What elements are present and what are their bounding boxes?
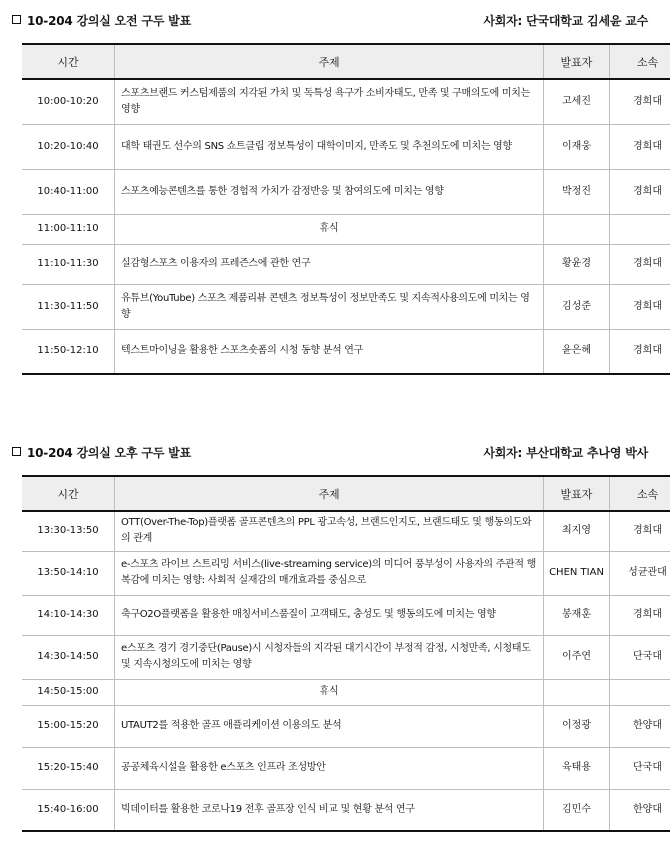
affiliation-cell: 성균관대	[610, 551, 670, 595]
header-time: 시간	[22, 476, 115, 511]
affiliation-cell: 경희대	[610, 169, 670, 214]
table-row	[22, 705, 670, 747]
table-row-break	[22, 679, 670, 705]
topic-cell: 텍스트마이닝을 활용한 스포츠숏폼의 시청 동향 분석 연구	[115, 329, 544, 374]
presenter-cell: CHEN TIAN	[544, 551, 610, 595]
presenter-cell: 윤은혜	[544, 329, 610, 374]
presenter-cell: 황윤경	[544, 244, 610, 284]
afternoon-schedule-table	[22, 475, 670, 832]
time-cell: 13:30-13:50	[22, 511, 115, 551]
affiliation-cell: 경희대	[610, 329, 670, 374]
table-row	[22, 511, 670, 551]
affiliation-cell: 경희대	[610, 79, 670, 124]
affiliation-cell	[610, 214, 670, 244]
topic-cell: OTT(Over-The-Top)플랫폼 골프콘텐츠의 PPL 광고속성, 브랜드인지도, 브랜드태도 및 행동의도와의 관계	[115, 511, 544, 551]
morning-session-title	[12, 12, 191, 29]
morning-title-text: 10-204 강의실 오전 구두 발표	[27, 14, 191, 28]
table-row	[22, 329, 670, 374]
time-cell: 14:30-14:50	[22, 635, 115, 679]
time-cell: 14:10-14:30	[22, 595, 115, 635]
header-affiliation: 소속	[610, 44, 670, 79]
table-row	[22, 789, 670, 831]
topic-cell: 유튜브(YouTube) 스포츠 제품리뷰 콘텐츠 정보특성이 정보만족도 및 지속적사용의도에 미치는 영향	[115, 284, 544, 329]
table-row	[22, 124, 670, 169]
morning-session-header	[22, 12, 654, 32]
time-cell: 15:00-15:20	[22, 705, 115, 747]
affiliation-cell: 단국대	[610, 747, 670, 789]
header-time: 시간	[22, 44, 115, 79]
afternoon-moderator: 사회자: 부산대학교 추나영 박사	[483, 446, 648, 460]
topic-cell: e-스포츠 라이브 스트리밍 서비스(live-streaming service)의 미디어 풍부성이 사용자의 주관적 행복감에 미치는 영향: 사회적 실재감의 매개효과를 중심으로	[115, 551, 544, 595]
topic-cell: 스포츠브랜드 커스텀제품의 지각된 가치 및 독특성 욕구가 소비자태도, 만족 및 구매의도에 미치는 영향	[115, 79, 544, 124]
presenter-cell: 김성준	[544, 284, 610, 329]
affiliation-cell: 단국대	[610, 635, 670, 679]
presenter-cell: 육태용	[544, 747, 610, 789]
time-cell: 11:30-11:50	[22, 284, 115, 329]
affiliation-cell	[610, 679, 670, 705]
presenter-cell	[544, 679, 610, 705]
affiliation-cell: 한양대	[610, 705, 670, 747]
table-row-break	[22, 214, 670, 244]
presenter-cell: 고세진	[544, 79, 610, 124]
presenter-cell: 이주연	[544, 635, 610, 679]
table-row	[22, 284, 670, 329]
time-cell: 15:40-16:00	[22, 789, 115, 831]
header-topic: 주제	[115, 44, 544, 79]
break-cell: 휴식	[115, 214, 544, 244]
afternoon-session-title	[12, 444, 191, 461]
checkbox-square-icon	[12, 15, 21, 24]
table-row	[22, 747, 670, 789]
presenter-cell: 김민수	[544, 789, 610, 831]
table-header-row	[22, 44, 670, 79]
topic-cell: 빅데이터를 활용한 코로나19 전후 골프장 인식 비교 및 현황 분석 연구	[115, 789, 544, 831]
presenter-cell: 봉재훈	[544, 595, 610, 635]
checkbox-square-icon	[12, 447, 21, 456]
morning-session	[22, 12, 662, 375]
morning-schedule-table	[22, 43, 670, 375]
header-presenter: 발표자	[544, 44, 610, 79]
table-row	[22, 244, 670, 284]
break-cell: 휴식	[115, 679, 544, 705]
time-cell: 13:50-14:10	[22, 551, 115, 595]
topic-cell: 스포츠예능콘텐츠를 통한 경험적 가치가 감정반응 및 참여의도에 미치는 영향	[115, 169, 544, 214]
time-cell: 11:10-11:30	[22, 244, 115, 284]
topic-cell: 공공체육시설을 활용한 e스포츠 인프라 조성방안	[115, 747, 544, 789]
time-cell: 14:50-15:00	[22, 679, 115, 705]
afternoon-session-header	[22, 444, 654, 464]
presenter-cell: 박정진	[544, 169, 610, 214]
time-cell: 10:00-10:20	[22, 79, 115, 124]
topic-cell: 축구O2O플랫폼을 활용한 매칭서비스품질이 고객태도, 충성도 및 행동의도에 미치는 영향	[115, 595, 544, 635]
header-topic: 주제	[115, 476, 544, 511]
affiliation-cell: 경희대	[610, 124, 670, 169]
presenter-cell: 최지영	[544, 511, 610, 551]
time-cell: 11:50-12:10	[22, 329, 115, 374]
afternoon-session	[22, 444, 667, 832]
time-cell: 15:20-15:40	[22, 747, 115, 789]
table-row	[22, 169, 670, 214]
table-row	[22, 595, 670, 635]
presenter-cell: 이정광	[544, 705, 610, 747]
afternoon-title-text: 10-204 강의실 오후 구두 발표	[27, 446, 191, 460]
table-row	[22, 551, 670, 595]
affiliation-cell: 경희대	[610, 284, 670, 329]
affiliation-cell: 경희대	[610, 595, 670, 635]
affiliation-cell: 경희대	[610, 511, 670, 551]
topic-cell: e스포츠 경기 경기중단(Pause)시 시청자들의 지각된 대기시간이 부정적 감정, 시청만족, 시청태도 및 지속시청의도에 미치는 영향	[115, 635, 544, 679]
header-presenter: 발표자	[544, 476, 610, 511]
presenter-cell	[544, 214, 610, 244]
time-cell: 10:20-10:40	[22, 124, 115, 169]
topic-cell: 대학 태권도 선수의 SNS 쇼트클립 정보특성이 대학이미지, 만족도 및 추천의도에 미치는 영향	[115, 124, 544, 169]
table-row	[22, 635, 670, 679]
topic-cell: 실감형스포츠 이용자의 프레즌스에 관한 연구	[115, 244, 544, 284]
time-cell: 10:40-11:00	[22, 169, 115, 214]
topic-cell: UTAUT2를 적용한 골프 애플리케이션 이용의도 분석	[115, 705, 544, 747]
affiliation-cell: 경희대	[610, 244, 670, 284]
table-header-row	[22, 476, 670, 511]
presenter-cell: 이재웅	[544, 124, 610, 169]
header-affiliation: 소속	[610, 476, 670, 511]
morning-moderator: 사회자: 단국대학교 김세윤 교수	[483, 14, 648, 28]
time-cell: 11:00-11:10	[22, 214, 115, 244]
table-row	[22, 79, 670, 124]
affiliation-cell: 한양대	[610, 789, 670, 831]
